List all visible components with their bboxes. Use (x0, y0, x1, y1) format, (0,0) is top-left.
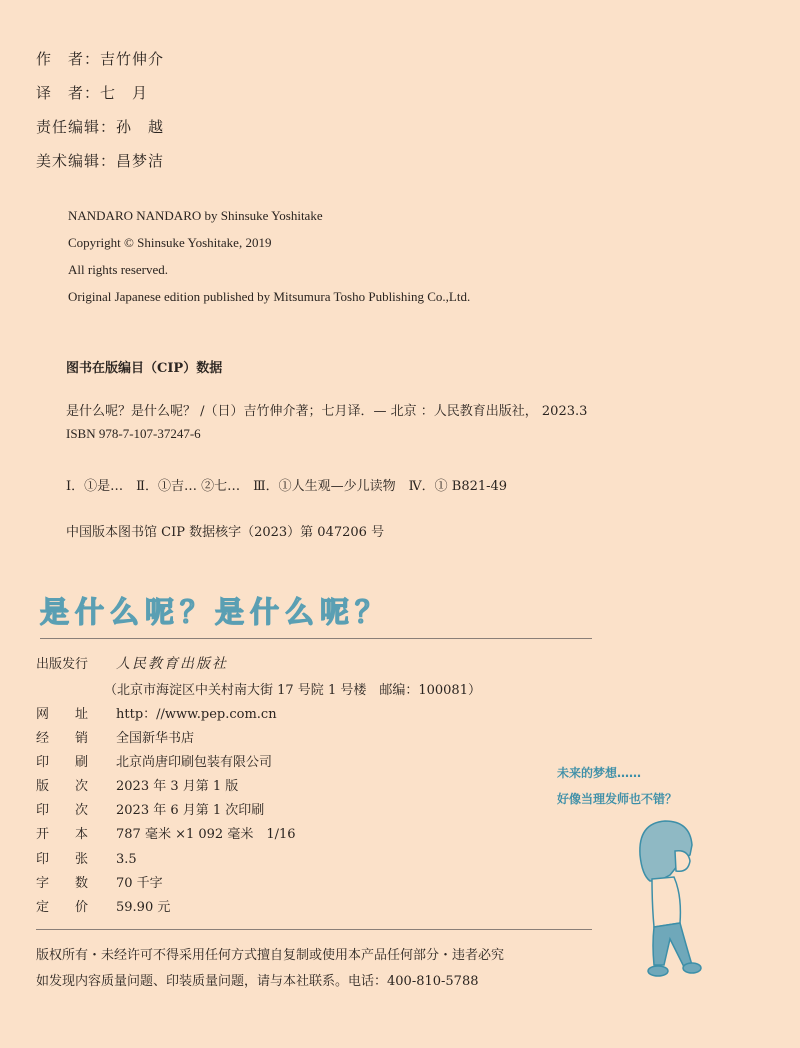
book-title: 是什么呢？是什么呢？ (40, 595, 391, 629)
info-row (36, 727, 194, 746)
info-label: 开 本 (36, 827, 89, 842)
publisher-label: 出版发行 (36, 657, 89, 672)
info-row (36, 896, 170, 915)
english-line: NANDARO NANDARO by Shinsuke Yoshitake (68, 208, 323, 223)
cip-heading: 图书在版编目（CIP）数据 (66, 361, 223, 376)
info-label: 印 张 (36, 852, 89, 867)
info-row (36, 848, 137, 867)
info-label: 定 价 (36, 900, 89, 915)
credit-translator (36, 82, 148, 103)
illustration-caption: 好像当理发师也不错？ (557, 792, 678, 806)
info-value: 2023 年 3 月第 1 版 (116, 779, 239, 794)
info-label: 印 次 (36, 803, 89, 818)
credit-art-editor (36, 150, 164, 171)
info-label: 字 数 (36, 876, 89, 891)
info-row (36, 823, 296, 842)
info-label: 网 址 (36, 707, 89, 722)
info-label: 版 次 (36, 779, 89, 794)
info-label: 印 刷 (36, 755, 89, 770)
info-row (36, 775, 238, 794)
info-row (36, 751, 272, 770)
value: 吉竹伸介 (100, 50, 165, 68)
classification: Ⅰ．①是… Ⅱ．①吉… ②七… Ⅲ．①人生观—少儿读物 Ⅳ．① B821-49 (66, 479, 508, 494)
label: 译 者： (36, 84, 101, 102)
illustration-caption: 未来的梦想…… (557, 766, 642, 780)
label: 责任编辑： (36, 118, 117, 136)
info-value: 全国新华书店 (116, 731, 195, 746)
cip-line: 是什么呢？是什么呢？ /（日）吉竹伸介著；七月译．— 北京 ：人民教育出版社， 2023.3 (66, 404, 588, 419)
info-value: http：//www.pep.com.cn (116, 707, 277, 722)
value: 七 月 (100, 84, 149, 102)
label: 作 者： (36, 50, 101, 68)
info-value: 北京尚唐印刷包装有限公司 (116, 755, 273, 770)
value: 孙 越 (116, 118, 165, 136)
english-line: All rights reserved. (68, 262, 169, 277)
value: 昌梦洁 (116, 152, 165, 170)
child-illustration (630, 815, 710, 985)
isbn: ISBN 978-7-107-37247-6 (66, 426, 201, 441)
publisher-address: （北京市海淀区中关村南大街 17 号院 1 号楼 邮编：100081） (104, 683, 481, 698)
info-value: 787 毫米 ×1 092 毫米 1/16 (116, 827, 296, 842)
publisher-logo: 人民教育出版社 (116, 656, 228, 672)
divider (40, 638, 592, 639)
info-label: 经 销 (36, 731, 89, 746)
publisher-row (36, 653, 228, 673)
credit-editor (36, 116, 164, 137)
info-value: 2023 年 6 月第 1 次印刷 (116, 803, 265, 818)
info-value: 3.5 (116, 852, 137, 867)
label: 美术编辑： (36, 152, 117, 170)
info-row (36, 703, 277, 722)
english-line: Original Japanese edition published by Mitsumura Tosho Publishing Co.,Ltd. (68, 289, 471, 304)
cip-record: 中国版本图书馆 CIP 数据核字（2023）第 047206 号 (66, 525, 385, 540)
credit-author (36, 48, 164, 69)
divider (36, 929, 592, 930)
info-value: 70 千字 (116, 876, 163, 891)
info-row (36, 872, 163, 891)
contact-notice: 如发现内容质量问题、印装质量问题，请与本社联系。电话：400-810-5788 (36, 974, 479, 989)
copyright-notice: 版权所有・未经许可不得采用任何方式擅自复制或使用本产品任何部分・违者必究 (36, 948, 505, 963)
english-line: Copyright © Shinsuke Yoshitake, 2019 (68, 235, 272, 250)
info-value: 59.90 元 (116, 900, 171, 915)
info-row (36, 799, 264, 818)
